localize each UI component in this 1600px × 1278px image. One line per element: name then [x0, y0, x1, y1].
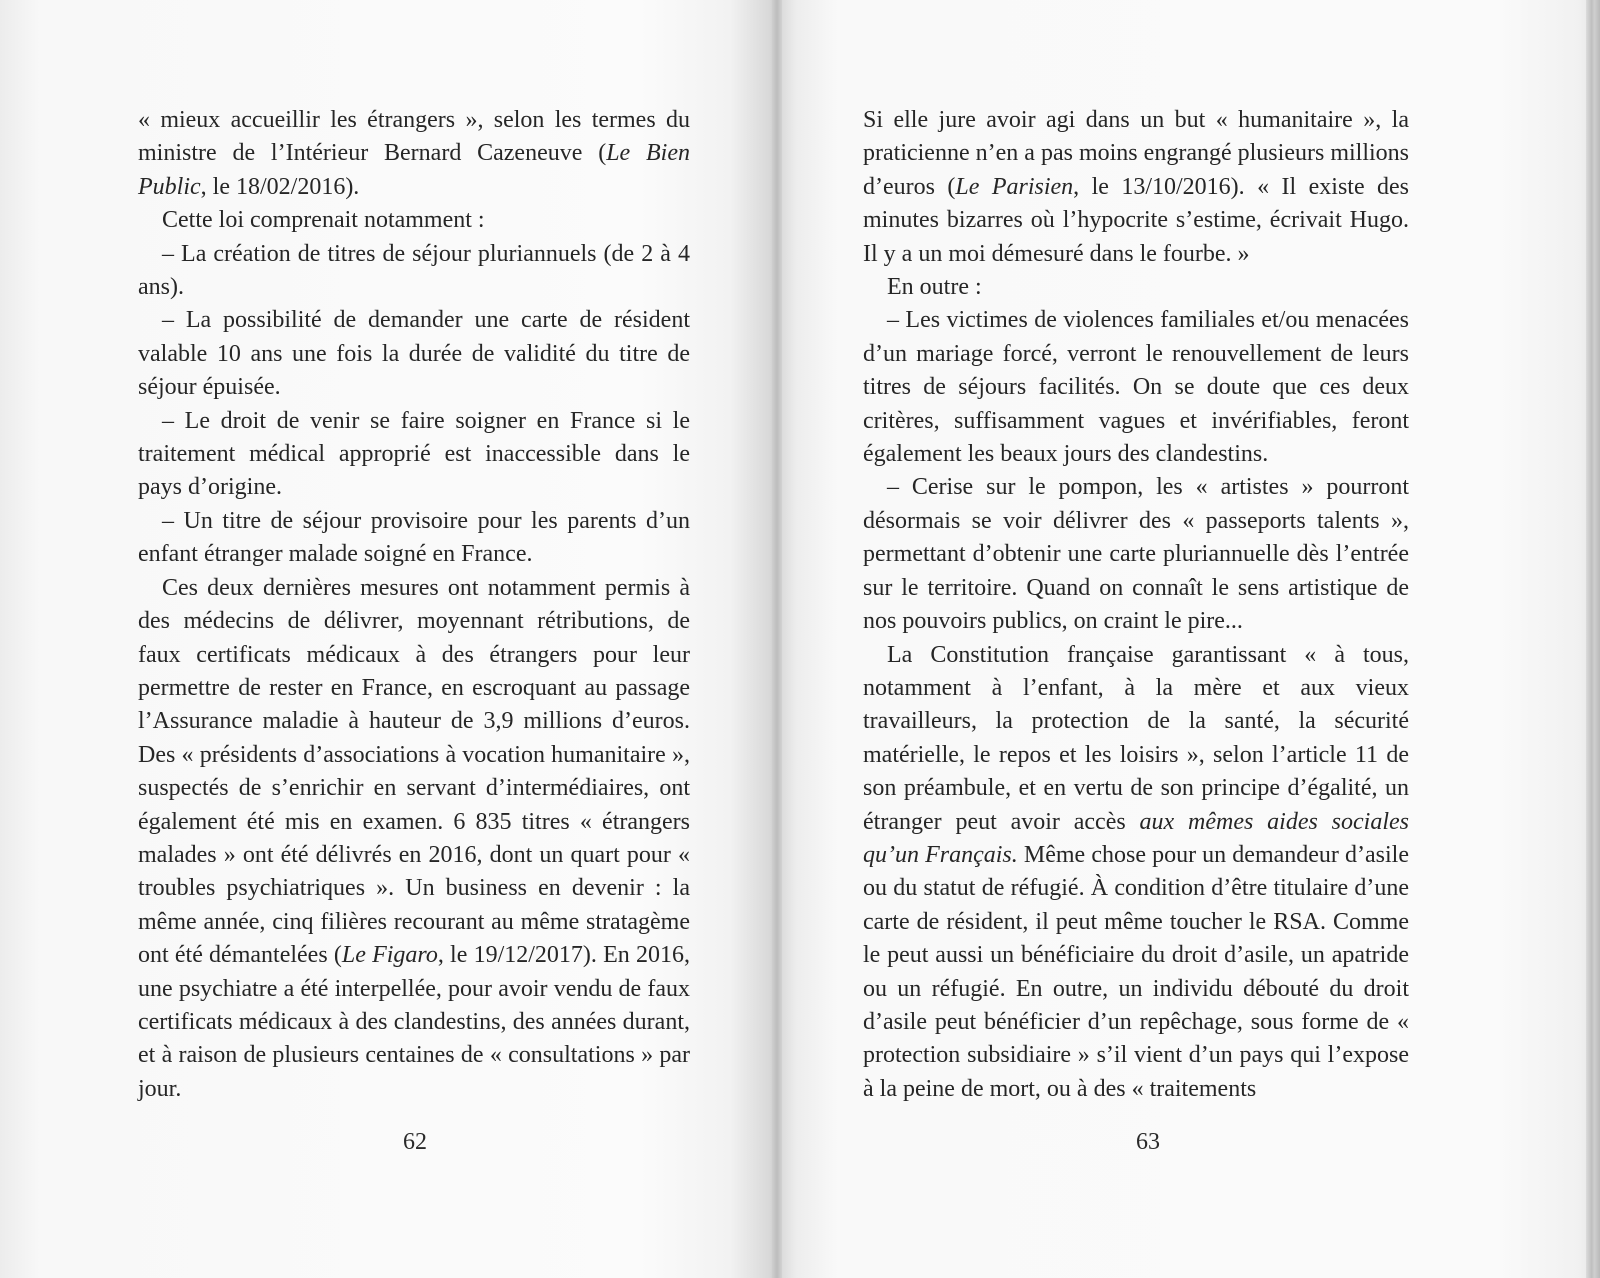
page-number-left: 62 — [403, 1129, 427, 1155]
right-list-item-1: – Les victimes de violences familiales et/ou menacées d’un mariage forcé, verront le renouvellement de leurs titres de séjours facilités. On se doute que ces deux critères, suffisamment vagues et invérifiables, feront également les beaux jours des clandestins. — [863, 307, 1409, 468]
right-page-text — [863, 104, 1409, 1106]
source-le-parisien: Le Parisien — [955, 173, 1074, 200]
right-paragraph-3: La Constitution française garantissant « à tous, notamment à l’enfant, à la mère et aux vieux travailleurs, la protection de la santé, la sécurité matérielle, le repos et les loisirs », selon l’article 11 de son préambule, et en vertu de son principe d’égalité, un étranger peut avoir accès aux mêmes aides sociales qu’un Français. Même chose pour un demandeur d’asile ou du statut de réfugié. À condition d’être titulaire d’une carte de résident, il peut même toucher le RSA. Comme le peut aussi un bénéficiaire du droit d’asile, un apatride ou un réfugié. En outre, un individu débouté du droit d’asile peut bénéficier d’un repêchage, sous forme de « protection subsidiaire » s’il vient d’un pays qui l’expose à la peine de mort, ou à des « traitements — [863, 641, 1410, 1102]
emphasis-aides-sociales: aux mêmes aides sociales qu’un Français. — [863, 808, 1409, 868]
left-list-item-4: – Un titre de séjour provisoire pour les parents d’un enfant étranger malade soigné en France. — [138, 507, 690, 568]
right-list-item-2: – Cerise sur le pompon, les « artistes » pourront désormais se voir délivrer des « passeports talents », permettant d’obtenir une carte pluriannuelle dès l’entrée sur le territoire. Quand on connaît le sens artistique de nos pouvoirs publics, on craint le pire... — [863, 474, 1409, 635]
left-list-item-1: – La création de titres de séjour pluriannuels (de 2 à 4 ans). — [138, 240, 690, 301]
left-paragraph-3: Ces deux dernières mesures ont notamment permis à des médecins de délivrer, moyennant rétributions, de faux certificats médicaux à des étrangers pour leur permettre de rester en France, en escroquant au passage l’Assurance maladie à hauteur de 3,9 millions d’euros. Des « présidents d’associations à vocation humanitaire », suspectés de s’enrichir en servant d’intermédiaires, ont également été mis en examen. 6 835 titres « étrangers malades » ont été délivrés en 2016, dont un quart pour « troubles psychiatriques ». Un business en devenir : la même année, cinq filières recourant au même stratagème ont été démantelées (Le Figaro, le 19/12/2017). En 2016, une psychiatre a été interpellée, pour avoir vendu de faux certificats médicaux à des clandestins, des années durant, et à raison de plusieurs centaines de « consultations » par jour. — [138, 574, 690, 1102]
page-number-right: 63 — [1136, 1129, 1160, 1155]
right-paragraph-1: Si elle jure avoir agi dans un but « humanitaire », la praticienne n’en a pas moins engrangé plusieurs millions d’euros (Le Parisien, le 13/10/2016). « Il existe des minutes bizarres où l’hypocrite s’estime, écrivait Hugo. Il y a un moi démesuré dans le fourbe. » — [863, 107, 1410, 267]
left-list-item-3: – Le droit de venir se faire soigner en France si le traitement médical approprié est inaccessible dans le pays d’origine. — [138, 407, 690, 501]
book-gutter — [772, 0, 782, 1278]
left-page-text — [138, 104, 690, 1106]
left-paragraph-1: « mieux accueillir les étrangers », selon les termes du ministre de l’Intérieur Bernard Cazeneuve (Le Bien Public, le 18/02/2016). — [138, 107, 690, 200]
right-page — [778, 0, 1600, 1278]
right-paragraph-2: En outre : — [887, 274, 982, 301]
page-edge — [1586, 0, 1600, 1278]
source-le-figaro: Le Figaro — [341, 942, 438, 969]
source-le-bien-public: Le Bien Public — [138, 140, 690, 200]
left-paragraph-2: Cette loi comprenait notamment : — [162, 207, 485, 234]
left-list-item-2: – La possibilité de demander une carte de résident valable 10 ans une fois la durée de validité du titre de séjour épuisée. — [138, 307, 690, 401]
left-page — [0, 0, 778, 1278]
